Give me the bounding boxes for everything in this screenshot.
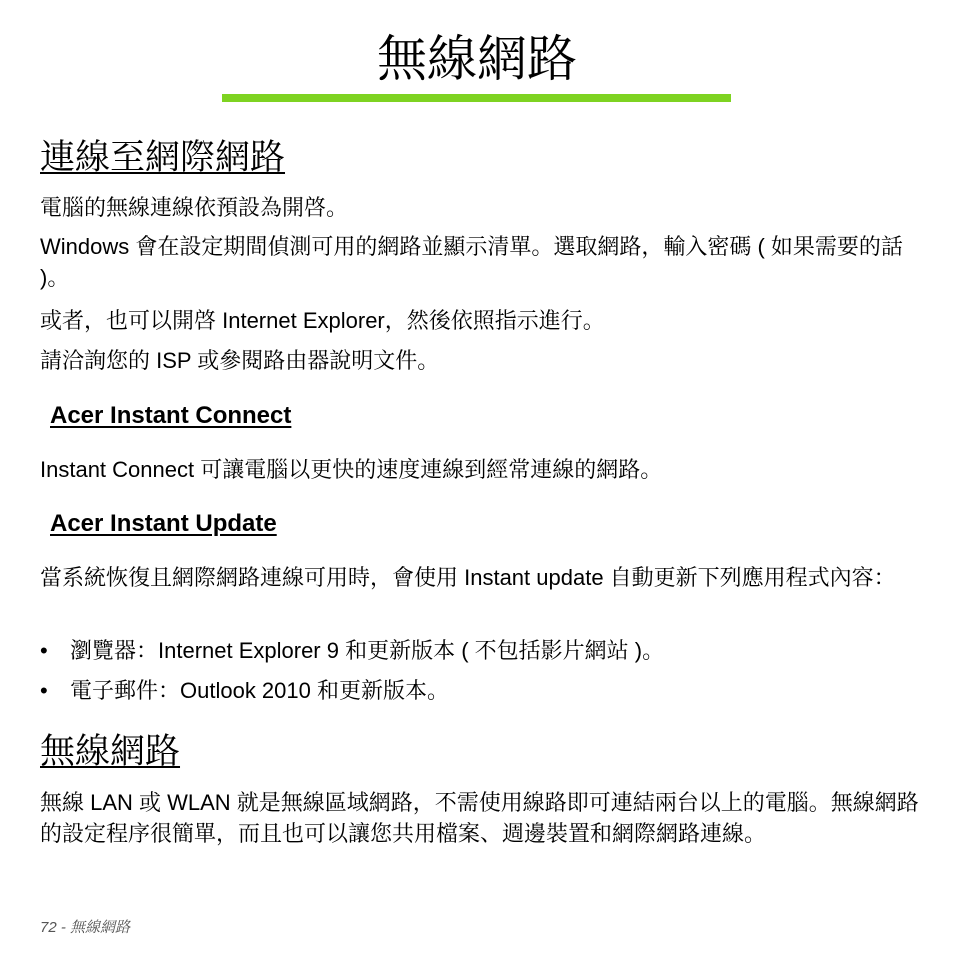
paragraph: 或者，也可以開啓 Internet Explorer，然後依照指示進行。 bbox=[40, 308, 605, 333]
list-item-text: 瀏覽器：Internet Explorer 9 和更新版本 ( 不包括影片網站 )。 bbox=[70, 638, 665, 663]
bullet-icon: • bbox=[40, 678, 48, 703]
title-underline-bar bbox=[222, 94, 731, 102]
paragraph: Instant Connect 可讓電腦以更快的速度連線到經常連線的網路。 bbox=[40, 457, 663, 482]
page-footer: 72 - 無線網路 bbox=[40, 919, 131, 936]
paragraph: 無線 LAN 或 WLAN 就是無線區域網路，不需使用線路即可連結兩台以上的電腦。無線網路的設定程序很簡單，而且也可以讓您共用檔案、週邊裝置和網際網路連線。 bbox=[40, 790, 919, 846]
paragraph: 電腦的無線連線依預設為開啓。 bbox=[40, 195, 349, 220]
section-heading-wireless: 無線網路 bbox=[40, 732, 181, 771]
paragraph: 當系統恢復且網際網路連線可用時，會使用 Instant update 自動更新下列應用程式內容： bbox=[40, 565, 896, 590]
subheading-instant-update: Acer Instant Update bbox=[50, 510, 277, 537]
paragraph: Windows 會在設定期間偵測可用的網路並顯示清單。選取網路，輸入密碼 ( 如果需要的話 )。 bbox=[40, 234, 903, 290]
page-title: 無線網路 bbox=[377, 31, 577, 87]
subheading-instant-connect: Acer Instant Connect bbox=[50, 402, 292, 429]
list-item-text: 電子郵件：Outlook 2010 和更新版本。 bbox=[70, 678, 449, 703]
bullet-icon: • bbox=[40, 638, 48, 663]
paragraph: 請洽詢您的 ISP 或參閱路由器說明文件。 bbox=[40, 348, 440, 373]
section-heading-connect: 連線至網際網路 bbox=[40, 138, 286, 177]
